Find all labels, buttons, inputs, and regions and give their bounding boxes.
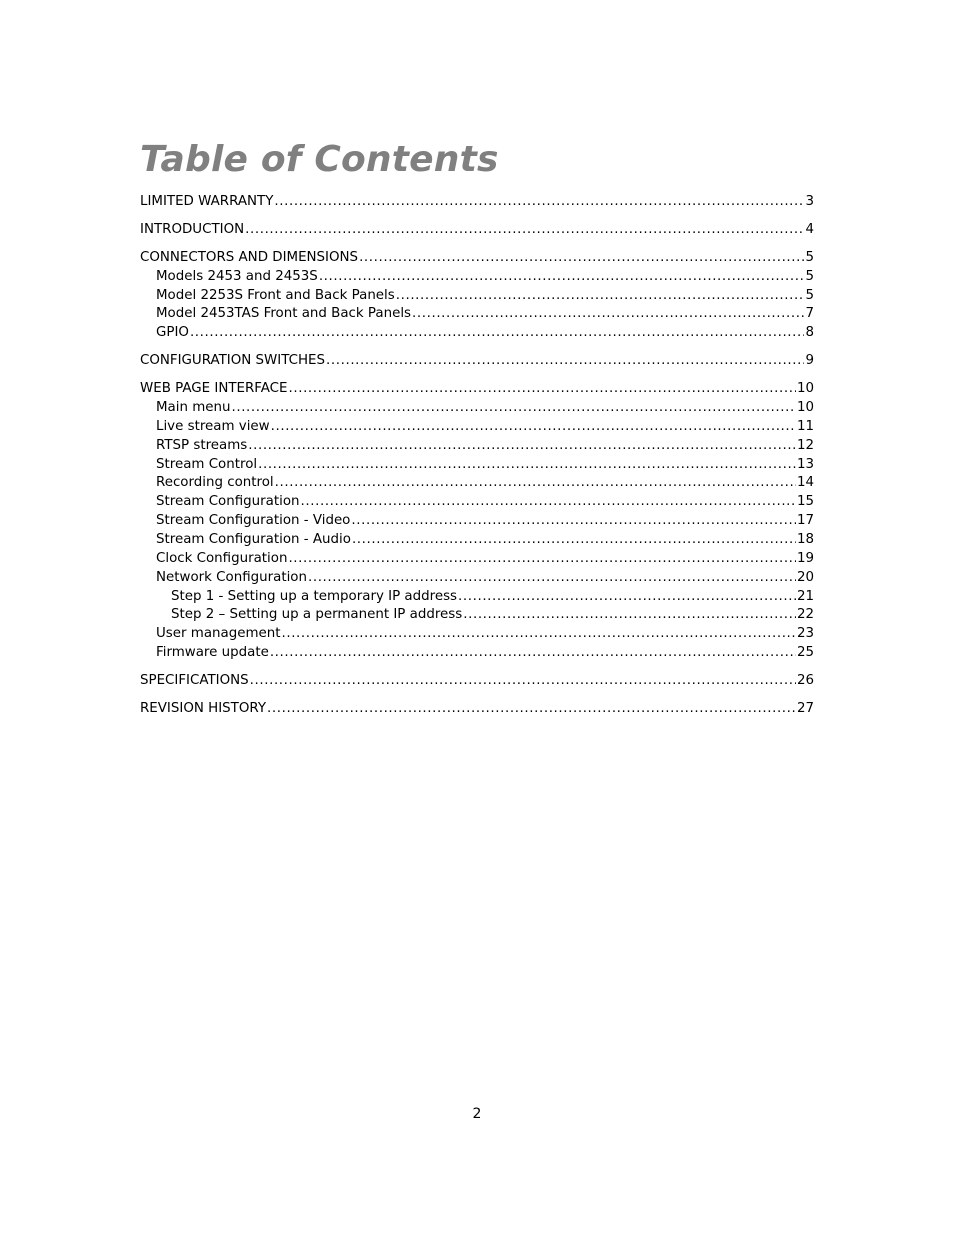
toc-leader-dots xyxy=(231,398,795,417)
toc-entry[interactable] xyxy=(156,323,814,342)
toc-leader-dots xyxy=(271,417,796,436)
toc-entry[interactable] xyxy=(140,220,814,239)
toc-entry-page: 27 xyxy=(796,701,814,716)
toc-leader-dots xyxy=(258,455,796,474)
toc-entry-label: Model 2453TAS Front and Back Panels xyxy=(156,306,412,321)
toc-leader-dots xyxy=(267,699,796,718)
toc-entry-page: 3 xyxy=(805,194,814,209)
toc-leader-dots xyxy=(289,379,796,398)
toc-entry-page: 10 xyxy=(796,381,814,396)
toc-entry-label: WEB PAGE INTERFACE xyxy=(140,381,288,396)
toc-entry-label: Network Configuration xyxy=(156,570,307,585)
toc-leader-dots xyxy=(412,304,804,323)
toc-entry-label: Step 2 – Setting up a permanent IP address xyxy=(171,607,463,622)
toc-entry[interactable] xyxy=(140,248,814,267)
toc-entry-label: SPECIFICATIONS xyxy=(140,673,249,688)
toc-entry-page: 26 xyxy=(796,673,814,688)
toc-entry-label: RTSP streams xyxy=(156,438,248,453)
toc-leader-dots xyxy=(190,323,805,342)
toc-leader-dots xyxy=(351,511,796,530)
toc-entry[interactable] xyxy=(156,530,814,549)
toc-entry[interactable] xyxy=(156,267,814,286)
toc-leader-dots xyxy=(274,192,804,211)
toc-entry-page: 22 xyxy=(796,607,814,622)
toc-entry-page: 14 xyxy=(796,475,814,490)
toc-leader-dots xyxy=(326,351,804,370)
toc-entry-page: 10 xyxy=(796,400,814,415)
toc-entry[interactable] xyxy=(156,455,814,474)
toc-entry-page: 19 xyxy=(796,551,814,566)
toc-entry-page: 5 xyxy=(805,288,814,303)
page-title: Table of Contents xyxy=(140,139,499,180)
toc-entry-label: Main menu xyxy=(156,400,231,415)
toc-entry-page: 11 xyxy=(796,419,814,434)
toc-entry-label: CONNECTORS AND DIMENSIONS xyxy=(140,250,359,265)
toc-entry[interactable] xyxy=(140,379,814,398)
toc-leader-dots xyxy=(248,436,796,455)
toc-entry-label: Firmware update xyxy=(156,645,269,660)
toc-entry-page: 23 xyxy=(796,626,814,641)
toc-entry-label: LIMITED WARRANTY xyxy=(140,194,274,209)
toc-entry[interactable] xyxy=(156,643,814,662)
toc-entry[interactable] xyxy=(156,436,814,455)
toc-entry-page: 18 xyxy=(796,532,814,547)
toc-entry[interactable] xyxy=(156,304,814,323)
toc-leader-dots xyxy=(359,248,804,267)
toc-entry-label: Models 2453 and 2453S xyxy=(156,269,318,284)
toc-entry-label: Stream Configuration - Audio xyxy=(156,532,351,547)
toc-leader-dots xyxy=(270,643,796,662)
toc-entry[interactable] xyxy=(156,568,814,587)
toc-entry-label: Step 1 - Setting up a temporary IP address xyxy=(171,589,458,604)
toc-entry[interactable] xyxy=(140,192,814,211)
toc-entry-page: 25 xyxy=(796,645,814,660)
toc-entry-page: 17 xyxy=(796,513,814,528)
toc-entry-label: Live stream view xyxy=(156,419,270,434)
page-number: 2 xyxy=(472,1106,482,1122)
toc-entry[interactable] xyxy=(156,473,814,492)
toc-entry-label: INTRODUCTION xyxy=(140,222,245,237)
toc-entry-label: User management xyxy=(156,626,281,641)
toc-entry[interactable] xyxy=(156,398,814,417)
toc-leader-dots xyxy=(308,568,796,587)
toc-entry-page: 12 xyxy=(796,438,814,453)
toc-entry[interactable] xyxy=(156,286,814,305)
toc-leader-dots xyxy=(396,286,805,305)
toc-entry-label: Stream Configuration - Video xyxy=(156,513,351,528)
toc-entry-page: 21 xyxy=(796,589,814,604)
toc-entry-page: 5 xyxy=(805,269,814,284)
toc-entry-page: 13 xyxy=(796,457,814,472)
toc-entry-page: 8 xyxy=(805,325,814,340)
toc-leader-dots xyxy=(288,549,796,568)
toc-entry[interactable] xyxy=(140,351,814,370)
toc-leader-dots xyxy=(463,605,796,624)
toc-entry[interactable] xyxy=(156,417,814,436)
toc-entry-page: 9 xyxy=(805,353,814,368)
toc-entry[interactable] xyxy=(140,699,814,718)
toc-entry-label: Clock Configuration xyxy=(156,551,288,566)
toc-entry-page: 4 xyxy=(805,222,814,237)
toc-entry[interactable] xyxy=(171,605,814,624)
toc-entry[interactable] xyxy=(156,492,814,511)
toc-entry[interactable] xyxy=(156,511,814,530)
toc-entry-label: GPIO xyxy=(156,325,189,340)
toc-entry-page: 15 xyxy=(796,494,814,509)
toc-leader-dots xyxy=(319,267,805,286)
toc-entry-page: 7 xyxy=(805,306,814,321)
toc-entry-label: REVISION HISTORY xyxy=(140,701,267,716)
toc-entry-label: Stream Control xyxy=(156,457,258,472)
toc-leader-dots xyxy=(458,587,796,606)
toc-entry-page: 20 xyxy=(796,570,814,585)
toc-entry[interactable] xyxy=(140,671,814,690)
toc-entry-label: Model 2253S Front and Back Panels xyxy=(156,288,395,303)
toc-entry-label: Recording control xyxy=(156,475,274,490)
toc-leader-dots xyxy=(301,492,796,511)
toc-entry[interactable] xyxy=(156,549,814,568)
toc-leader-dots xyxy=(245,220,804,239)
toc-leader-dots xyxy=(275,473,796,492)
toc-entry-page: 5 xyxy=(805,250,814,265)
toc-entry-label: Stream Configuration xyxy=(156,494,300,509)
toc-leader-dots xyxy=(250,671,796,690)
toc-entry[interactable] xyxy=(156,624,814,643)
toc-entry-label: CONFIGURATION SWITCHES xyxy=(140,353,326,368)
toc-leader-dots xyxy=(281,624,795,643)
toc-entry[interactable] xyxy=(171,587,814,606)
toc-leader-dots xyxy=(352,530,796,549)
